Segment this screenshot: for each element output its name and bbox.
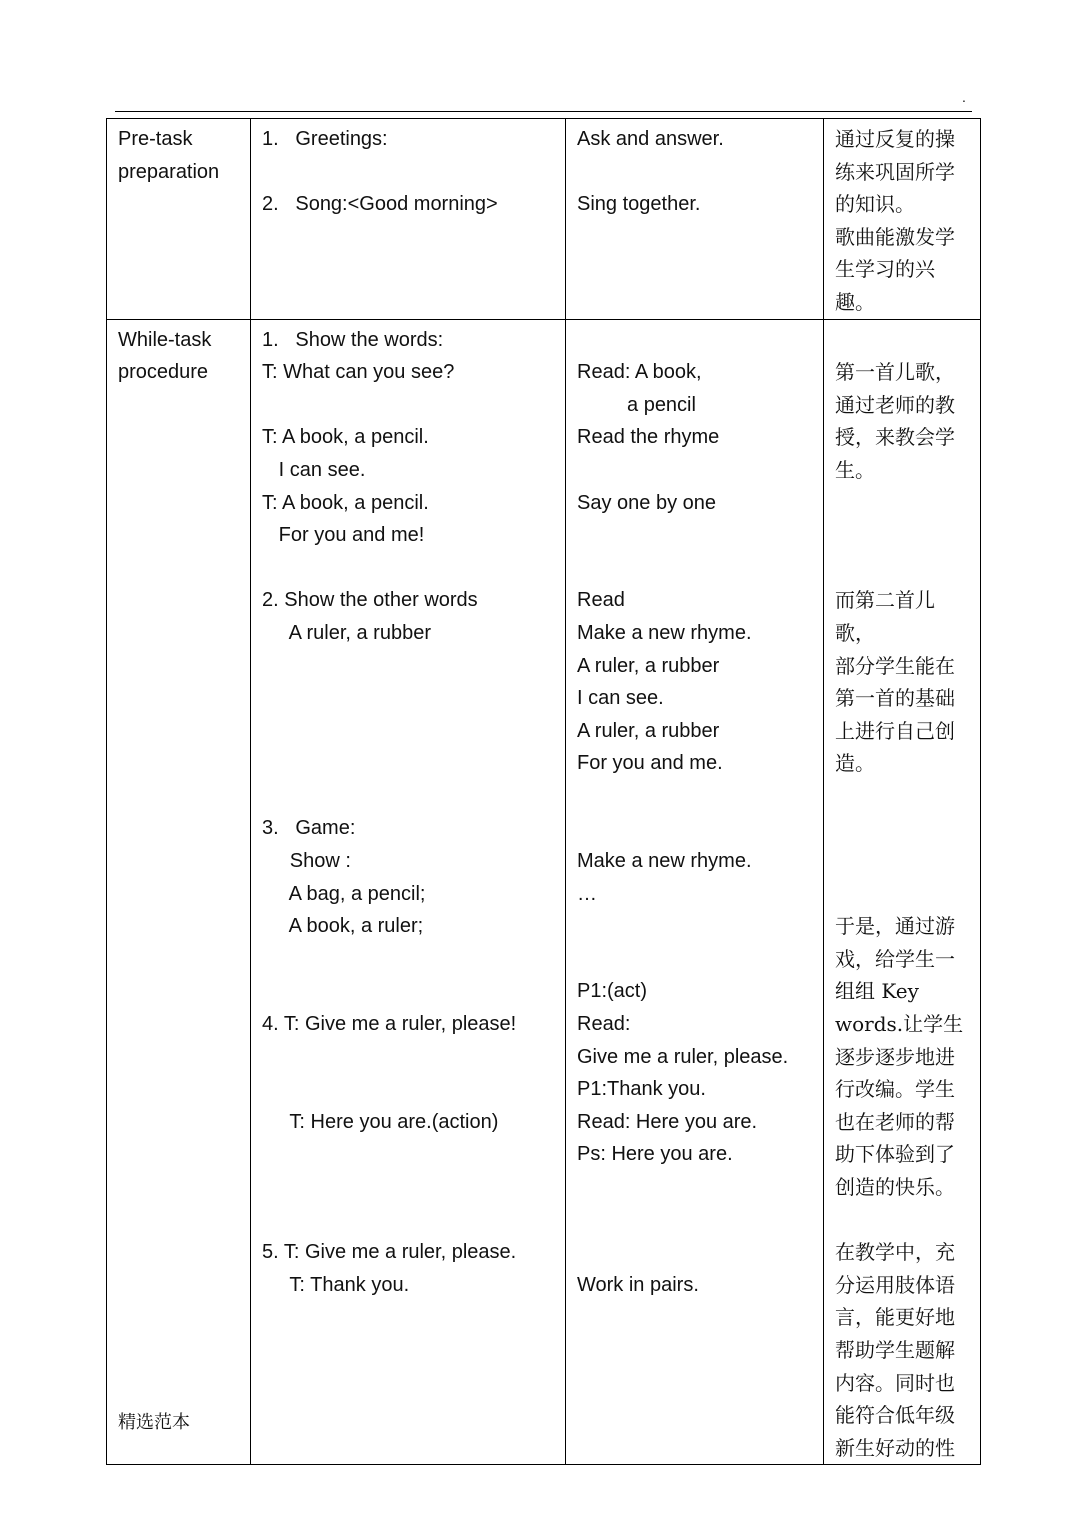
cell-line <box>577 1236 812 1269</box>
cell-line: Read <box>577 589 625 612</box>
cell-line: 创造的快乐。 <box>835 1175 955 1199</box>
teacher-activity-cell <box>251 119 566 320</box>
cell-line <box>835 780 974 813</box>
cell-line <box>835 324 974 357</box>
cell-line: 逐步逐步地进 <box>835 1044 955 1069</box>
cell-line <box>262 943 554 976</box>
header-rule <box>115 111 972 112</box>
cell-line: … <box>577 882 597 905</box>
cell-line: T: Here you are.(action) <box>262 1110 499 1133</box>
cell-line: a pencil <box>577 393 696 416</box>
lesson-plan-table <box>106 118 981 1465</box>
cell-line: 而第二首儿歌， <box>835 588 935 645</box>
cell-line: T: Thank you. <box>262 1273 410 1296</box>
cell-line: I can see. <box>577 687 664 710</box>
cell-line: 练来巩固所学 <box>835 159 955 184</box>
cell-line <box>577 1204 812 1237</box>
cell-line <box>577 943 812 976</box>
cell-line <box>577 552 812 585</box>
cell-line <box>577 156 812 189</box>
cell-line: 生。 <box>835 457 875 482</box>
cell-line: 组组 Key <box>835 979 919 1004</box>
cell-line: Make a new rhyme. <box>577 850 752 873</box>
cell-line: 分运用肢体语 <box>835 1272 955 1297</box>
cell-line: Pre-task <box>118 128 193 150</box>
cell-line <box>262 1073 554 1106</box>
cell-line: A ruler, a rubber <box>577 654 720 677</box>
cell-line: preparation <box>118 160 220 183</box>
cell-line: For you and me. <box>577 752 723 775</box>
cell-line: 5. T: Give me a ruler, please. <box>262 1241 517 1264</box>
cell-line: 通过反复的操 <box>835 127 955 151</box>
cell-line: Ask and answer. <box>577 128 724 150</box>
cell-line: Ps: Here you are. <box>577 1143 733 1166</box>
cell-line <box>262 975 554 1008</box>
teacher-activity-cell <box>251 319 566 1465</box>
cell-line: 1. Show the words: <box>262 328 444 351</box>
cell-line: P1:(act) <box>577 980 648 1003</box>
cell-line <box>262 650 554 683</box>
cell-line: 上进行自己创 <box>835 718 955 743</box>
table-row-while-task <box>107 319 981 1465</box>
cell-line: 歌曲能激发学 <box>835 224 955 249</box>
cell-line: 部分学生能在 <box>835 653 955 678</box>
cell-line <box>262 1171 554 1204</box>
cell-line: Read: A book, <box>577 361 702 384</box>
cell-line <box>835 552 974 585</box>
cell-line: 也在老师的帮 <box>835 1109 955 1134</box>
cell-line: Say one by one <box>577 491 716 514</box>
purpose-notes-cell <box>824 319 981 1465</box>
cell-line <box>262 156 554 189</box>
cell-line: Read: <box>577 1013 631 1036</box>
cell-line: 造。 <box>835 751 875 776</box>
cell-line: 的知识。 <box>835 192 915 217</box>
cell-line <box>262 552 554 585</box>
cell-line <box>577 910 812 943</box>
cell-line: 内容。同时也 <box>835 1370 955 1395</box>
student-activity-cell <box>566 119 824 320</box>
cell-line: Show : <box>262 850 351 873</box>
header-mark: . <box>962 89 966 105</box>
cell-line <box>577 780 812 813</box>
cell-line: 助下体验到了 <box>835 1142 955 1167</box>
stage-cell <box>107 119 251 320</box>
cell-line <box>577 454 812 487</box>
cell-line: Read: Here you are. <box>577 1110 758 1133</box>
cell-line: A bag, a pencil; <box>262 882 426 905</box>
cell-line: words.让学生 <box>835 1012 964 1037</box>
cell-line <box>835 812 974 845</box>
cell-line <box>577 812 812 845</box>
cell-line: P1:Thank you. <box>577 1078 706 1101</box>
cell-line: 在教学中，充 <box>835 1240 955 1265</box>
cell-line <box>262 682 554 715</box>
cell-line: Make a new rhyme. <box>577 621 752 644</box>
cell-line: 2. Song:<Good morning> <box>262 193 498 216</box>
cell-line <box>262 1138 554 1171</box>
cell-line: A ruler, a rubber <box>262 621 431 644</box>
student-activity-cell <box>566 319 824 1465</box>
footer-text: 精选范本 <box>118 1412 190 1433</box>
cell-line: 能符合低年级 <box>835 1403 955 1428</box>
cell-line: Sing together. <box>577 193 701 216</box>
purpose-notes-cell <box>824 119 981 320</box>
table-row-pre-task <box>107 119 981 320</box>
cell-line <box>262 389 554 422</box>
cell-line <box>835 845 974 878</box>
cell-line <box>835 1204 974 1237</box>
cell-line: 1. Greetings: <box>262 128 388 150</box>
cell-line: 通过老师的教 <box>835 392 955 417</box>
cell-line: A ruler, a rubber <box>577 719 720 742</box>
cell-line: A book, a ruler; <box>262 915 424 938</box>
cell-line <box>262 747 554 780</box>
cell-line <box>577 519 812 552</box>
cell-line <box>262 715 554 748</box>
cell-line: 戏，给学生一 <box>835 946 955 971</box>
cell-line: 授，来教会学 <box>835 425 955 450</box>
cell-line: T: A book, a pencil. <box>262 426 429 449</box>
cell-line: I can see. <box>262 458 366 481</box>
cell-line: Give me a ruler, please. <box>577 1045 789 1068</box>
cell-line: T: What can you see? <box>262 361 455 384</box>
cell-line <box>262 1204 554 1237</box>
cell-line: 第一首儿歌， <box>835 360 955 385</box>
cell-line: procedure <box>118 361 209 384</box>
cell-line: 生学习的兴趣。 <box>835 257 935 314</box>
cell-line <box>835 878 974 911</box>
cell-line <box>262 780 554 813</box>
cell-line: Work in pairs. <box>577 1273 699 1296</box>
cell-line <box>577 324 812 357</box>
cell-line: 2. Show the other words <box>262 589 478 612</box>
cell-line <box>577 1171 812 1204</box>
cell-line: 于是，通过游 <box>835 914 955 939</box>
cell-line: Read the rhyme <box>577 426 720 449</box>
cell-line: 4. T: Give me a ruler, please! <box>262 1013 517 1036</box>
cell-line: For you and me! <box>262 524 425 547</box>
cell-line: 第一首的基础 <box>835 686 955 711</box>
cell-line: T: A book, a pencil. <box>262 491 429 514</box>
cell-line <box>835 519 974 552</box>
cell-line <box>262 1041 554 1074</box>
cell-line <box>835 487 974 520</box>
cell-line: 新生好动的性 <box>835 1435 955 1460</box>
cell-line: 行改编。学生 <box>835 1077 955 1102</box>
cell-line: While-task <box>118 328 212 351</box>
cell-line: 3. Game: <box>262 817 356 840</box>
cell-line: 言，能更好地 <box>835 1305 955 1330</box>
stage-cell <box>107 319 251 1465</box>
cell-line: 帮助学生题解 <box>835 1337 955 1362</box>
